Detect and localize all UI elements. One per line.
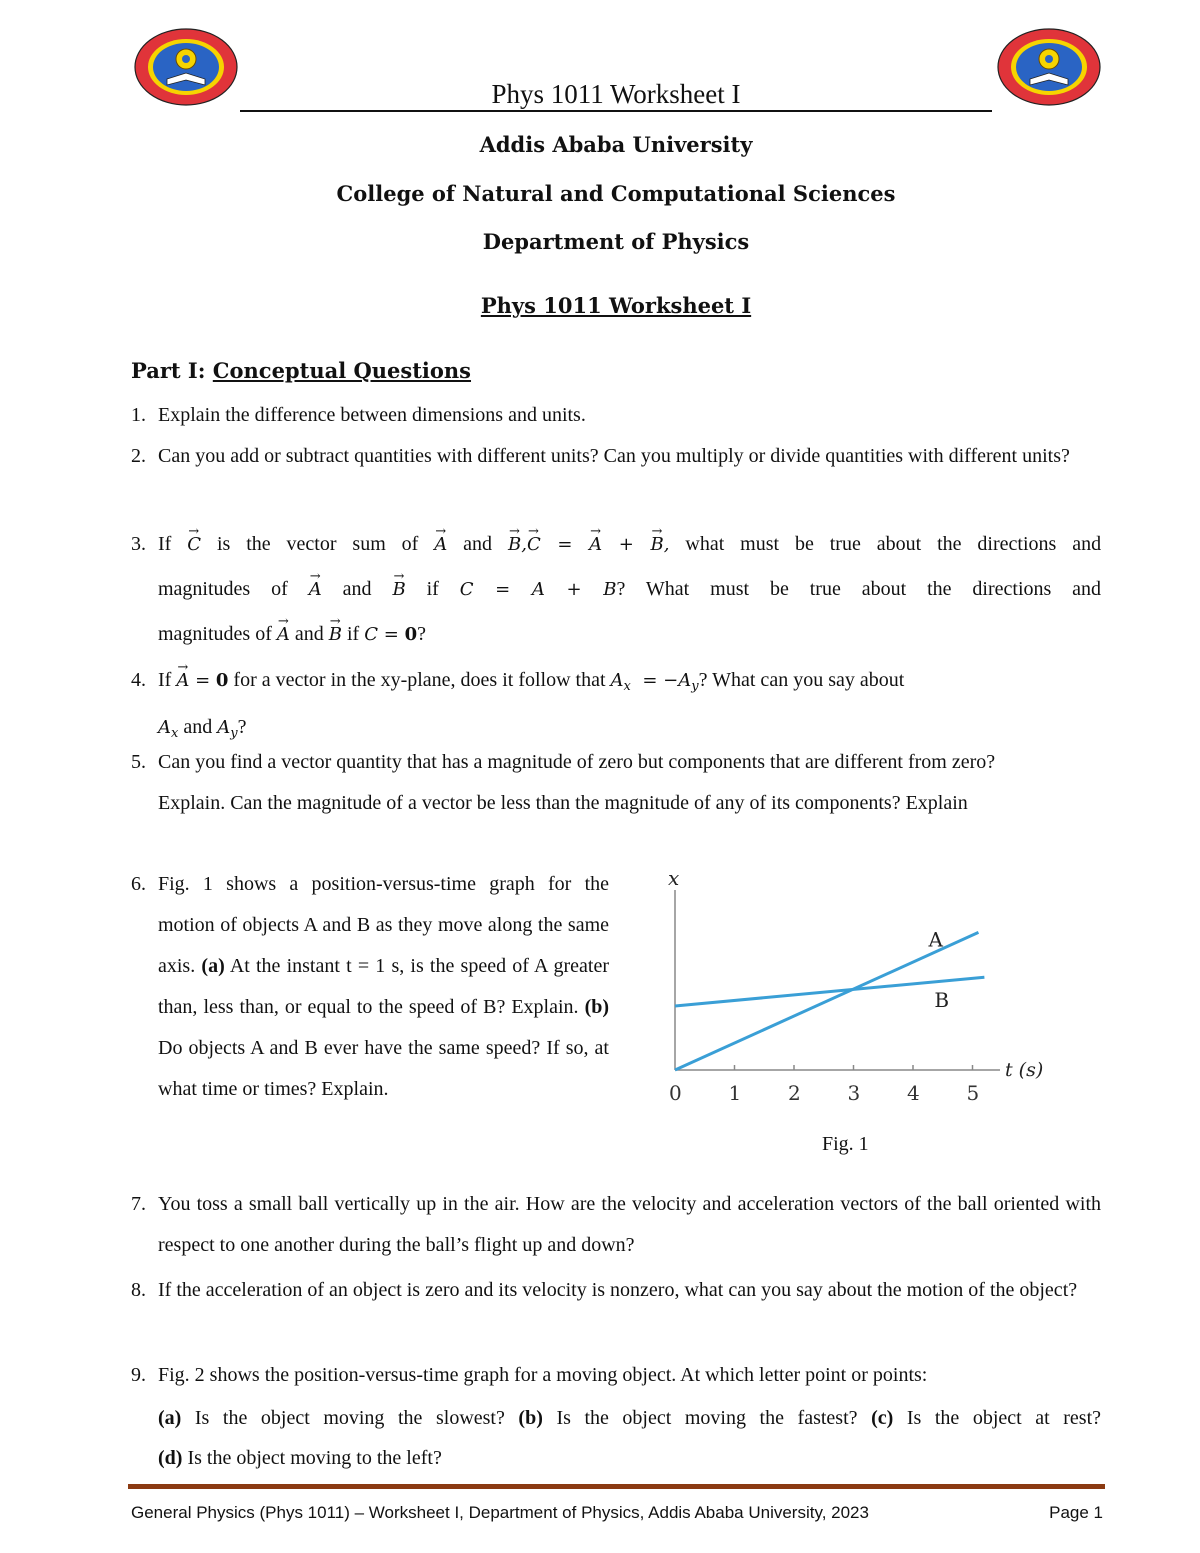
question-number: 7. <box>131 1193 146 1215</box>
question-6 <box>131 864 609 1154</box>
question-text: Can you add or subtract quantities with different units? Can you multiply or divide quantities with different units? <box>158 445 1070 467</box>
footer-text: General Physics (Phys 1011) – Worksheet I, Department of Physics, Addis Ababa University, 2023 <box>131 1503 869 1522</box>
question-5 <box>131 742 1101 865</box>
question-number: 2. <box>131 445 146 467</box>
x-tick-label: 2 <box>788 1081 801 1105</box>
figure-caption: Fig. 1 <box>822 1133 869 1155</box>
question-text: Fig. 1 shows a position-versus-time graph for the motion of objects A and B as they move along the same axis. (a) At the instant t = 1 s, is the speed of A greater than, less than, or equal to the speed of B? Explain. (b) Do objects A and B ever have the same speed? If so, at what time or times? Explain. <box>158 873 610 1100</box>
question-8 <box>131 1270 1101 1352</box>
part-title: Conceptual Questions <box>212 358 472 383</box>
question-1 <box>131 395 1101 436</box>
question-9 <box>131 1355 1101 1479</box>
worksheet-title: Phys 1011 Worksheet I <box>480 293 752 318</box>
question-4 <box>131 660 1101 742</box>
question-number: 6. <box>131 873 146 895</box>
footer-rule <box>128 1484 1105 1489</box>
university-name: Addis Ababa University <box>479 132 753 157</box>
header-title: Phys 1011 Worksheet I <box>240 78 992 112</box>
series-label-b: B <box>934 988 950 1013</box>
y-axis-label: x <box>668 866 680 890</box>
position-time-chart <box>640 860 1070 1110</box>
page-number: Page 1 <box>1049 1503 1103 1522</box>
x-tick-label: 1 <box>728 1081 742 1105</box>
page-footer <box>131 1503 1103 1523</box>
question-text: Explain the difference between dimensions and units. <box>158 404 586 426</box>
x-tick-label: 3 <box>847 1081 861 1105</box>
part-heading <box>131 358 471 383</box>
question-7 <box>131 1184 1101 1266</box>
department-name: Department of Physics <box>482 229 750 254</box>
college-name: College of Natural and Computational Sciences <box>336 181 896 206</box>
university-logo-right <box>996 27 1102 107</box>
question-2 <box>131 436 1101 518</box>
question-text: You toss a small ball vertically up in the air. How are the velocity and acceleration vectors of the ball oriented with respect to one another during the ball’s flight up and down? <box>158 1193 1101 1256</box>
question-text: If the acceleration of an object is zero and its velocity is nonzero, what can you say about the motion of the object? <box>158 1279 1078 1301</box>
question-number: 8. <box>131 1279 146 1301</box>
question-number: 9. <box>131 1364 146 1386</box>
series-label-a: A <box>928 927 943 952</box>
question-number: 4. <box>131 669 146 691</box>
question-text: Can you find a vector quantity that has a magnitude of zero but components that are different from zero? Explain. Can the magnitude of a vector be less than the magnitude of any of its components? Explain <box>158 751 996 814</box>
question-number: 1. <box>131 404 146 426</box>
part-label: Part I: <box>131 358 206 383</box>
x-axis-label: t (s) <box>1005 1059 1044 1081</box>
x-tick-label: 5 <box>966 1081 980 1105</box>
question-number: 3. <box>131 533 146 555</box>
question-text: Fig. 2 shows the position-versus-time graph for a moving object. At which letter point or points: (a) Is the object moving the slowest? (b) Is the object moving the fastest? (c) Is the object at rest? (d) Is the object moving to the left? <box>158 1364 1101 1469</box>
question-number: 5. <box>131 751 146 773</box>
question-3 <box>131 522 1101 657</box>
x-tick-label: 4 <box>907 1081 920 1105</box>
question-text: If → A = 0 for a vector in the xy-plane, does it follow that $A_x = -A_y$? What can you say about $A_x$ and $A_y$? <box>158 660 1041 754</box>
university-logo-left <box>133 27 239 107</box>
question-text: If → C is the vector sum of → A and → B,→ C = → A + → B, what must be true about the directions and magnitudes of → A and → B if C = A + B? What must be true about the directions and magnitudes of → A and → B if C = 0? <box>158 522 1101 657</box>
x-tick-label: 0 <box>669 1081 682 1105</box>
